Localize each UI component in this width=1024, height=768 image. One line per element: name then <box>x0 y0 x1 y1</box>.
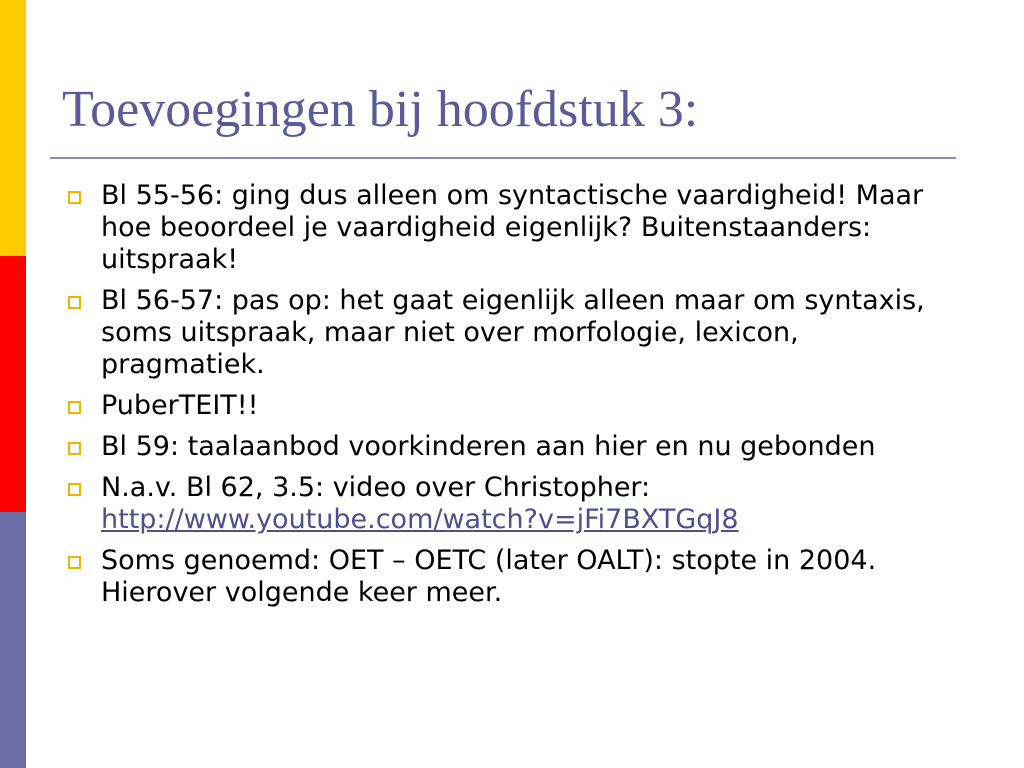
side-bar-yellow-segment <box>0 0 26 256</box>
square-bullet-icon <box>68 442 81 455</box>
bullet-item <box>64 180 969 276</box>
bullet-text: Soms genoemd: OET – OETC (later OALT): stopte in 2004. Hierover volgende keer meer. <box>101 545 877 608</box>
bullet-item <box>64 431 969 463</box>
square-bullet-icon <box>68 483 81 496</box>
square-bullet-icon <box>68 401 81 414</box>
square-bullet-icon <box>68 556 81 569</box>
bullet-item <box>64 472 969 536</box>
slide-title: Toevoegingen bij hoofdstuk 3: <box>62 81 699 138</box>
bullet-item <box>64 285 969 381</box>
side-bar-red-segment <box>0 256 26 512</box>
square-bullet-icon <box>68 296 81 309</box>
side-color-bar <box>0 0 26 768</box>
bullet-list <box>64 180 969 618</box>
bullet-text: PuberTEIT!! <box>101 390 259 421</box>
title-divider <box>50 157 956 159</box>
side-bar-purple-segment <box>0 512 26 768</box>
bullet-text: Bl 55-56: ging dus alleen om syntactische vaardigheid! Maar hoe beoordeel je vaardigheid eigenlijk? Buitenstaanders: uitspraak! <box>101 180 924 275</box>
bullet-text: Bl 56-57: pas op: het gaat eigenlijk alleen maar om syntaxis, soms uitspraak, maar niet over morfologie, lexicon, pragmatiek. <box>101 285 925 380</box>
bullet-text: N.a.v. Bl 62, 3.5: video over Christopher: <box>101 472 651 503</box>
square-bullet-icon <box>68 191 81 204</box>
youtube-link[interactable]: http://www.youtube.com/watch?v=jFi7BXTGqJ8 <box>101 504 739 535</box>
bullet-text: Bl 59: taalaanbod voorkinderen aan hier en nu gebonden <box>101 431 876 462</box>
bullet-item <box>64 545 969 609</box>
bullet-item <box>64 390 969 422</box>
